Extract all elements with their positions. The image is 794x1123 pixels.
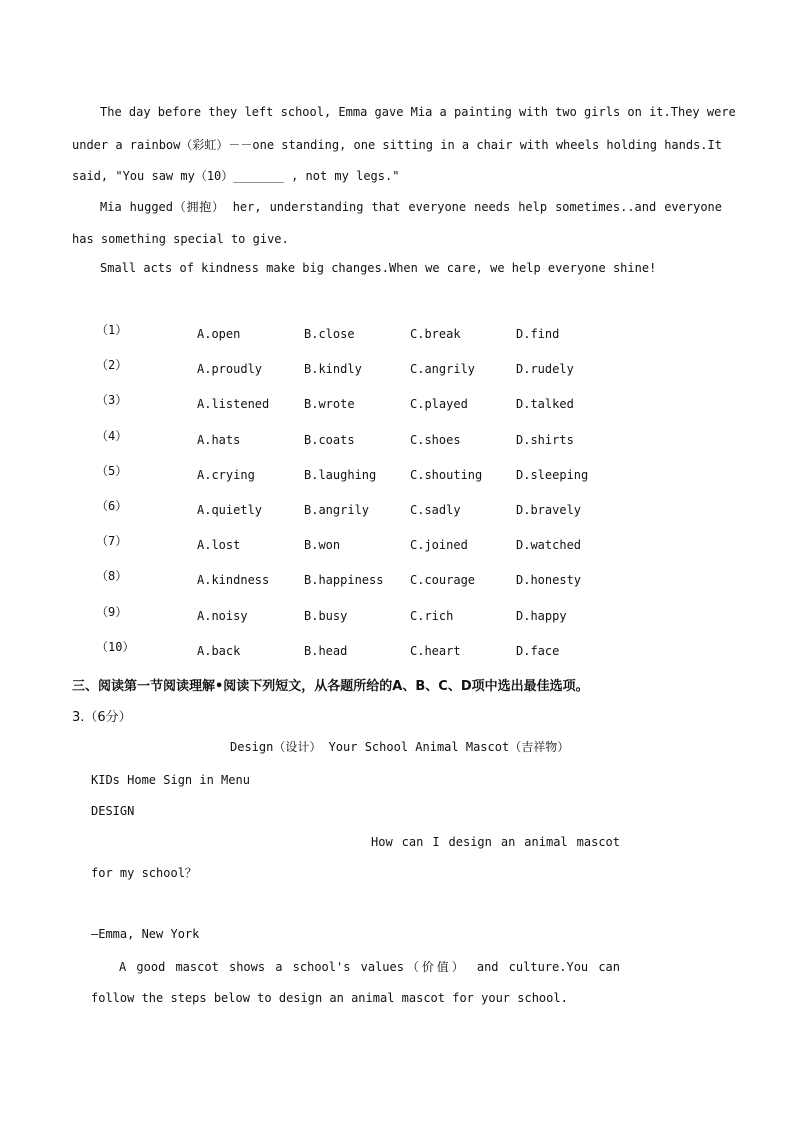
- option-b: B.wrote: [304, 397, 355, 412]
- section-label: DESIGN: [91, 804, 135, 818]
- article-title: Design（设计） Your School Animal Mascot（吉祥物）: [230, 740, 570, 754]
- option-a: A.back: [197, 643, 241, 658]
- question-number: （7）: [96, 534, 128, 549]
- question-number: （1）: [96, 323, 128, 337]
- option-c: C.heart: [410, 643, 461, 658]
- question-text: How can I design an animal mascot: [371, 835, 620, 849]
- question-number: （6）: [96, 499, 128, 513]
- option-d: D.face: [516, 643, 560, 658]
- option-d: D.find: [516, 327, 560, 341]
- option-a: A.noisy: [197, 608, 248, 623]
- option-b: B.laughing: [304, 467, 377, 482]
- option-c: C.joined: [410, 538, 468, 553]
- passage-text: , not my legs.": [283, 169, 400, 183]
- option-a: A.quietly: [197, 503, 263, 517]
- signature: —Emma, New York: [91, 927, 200, 941]
- question-number: （9）: [96, 604, 128, 619]
- option-c: C.played: [410, 397, 468, 412]
- passage-text: said, "You saw my（10）: [72, 169, 234, 183]
- option-d: D.happy: [516, 608, 567, 623]
- question-number: （2）: [96, 358, 128, 373]
- option-c: C.shouting: [410, 467, 483, 482]
- option-b: B.close: [304, 327, 355, 341]
- option-a: A.hats: [197, 432, 241, 447]
- option-d: D.talked: [516, 397, 574, 412]
- option-d: D.rudely: [516, 362, 574, 377]
- answer-blank: _______: [233, 169, 284, 183]
- option-c: C.angrily: [410, 362, 476, 377]
- question-number: （5）: [96, 463, 128, 478]
- option-c: C.break: [410, 327, 461, 341]
- passage-line: [100, 105, 736, 119]
- option-b: B.busy: [304, 608, 348, 623]
- option-c: C.shoes: [410, 432, 461, 447]
- question-text: for my school？: [91, 866, 197, 880]
- option-d: D.honesty: [516, 573, 582, 588]
- passage-line: has something special to give.: [72, 232, 289, 246]
- question-number: （3）: [96, 393, 128, 408]
- question-number: 3.（6分）: [72, 710, 132, 725]
- question-number: （8）: [96, 569, 128, 584]
- option-a: A.listened: [197, 397, 270, 412]
- option-a: A.lost: [197, 538, 241, 553]
- passage-line: Mia hugged（拥抱） her, understanding that everyone needs help sometimes..and everyone: [100, 200, 722, 214]
- option-b: B.coats: [304, 432, 355, 447]
- passage-line: [72, 167, 399, 184]
- option-d: D.bravely: [516, 503, 582, 517]
- option-b: B.kindly: [304, 362, 362, 377]
- question-number: （10）: [96, 639, 135, 654]
- option-a: A.crying: [197, 467, 255, 482]
- option-d: D.shirts: [516, 432, 574, 447]
- option-d: D.watched: [516, 538, 582, 553]
- option-b: B.won: [304, 538, 341, 553]
- option-c: C.courage: [410, 573, 476, 588]
- option-a: A.proudly: [197, 362, 263, 377]
- section-heading: 三、阅读第一节阅读理解•阅读下列短文，从各题所给的A、B、C、D项中选出最佳选项。: [72, 679, 589, 694]
- option-c: C.rich: [410, 608, 454, 623]
- option-d: D.sleeping: [516, 467, 589, 482]
- nav-bar: KIDs Home Sign in Menu: [91, 773, 250, 787]
- option-c: C.sadly: [410, 503, 461, 517]
- passage-line: under a rainbow（彩虹）－－one standing, one sitting in a chair with wheels holding hands.It: [72, 138, 722, 152]
- option-b: B.head: [304, 643, 348, 658]
- option-b: B.angrily: [304, 503, 370, 517]
- option-b: B.happiness: [304, 573, 384, 588]
- option-a: A.kindness: [197, 573, 270, 588]
- passage-text: The day before they left school, Emma gave Mia a painting with two girls on it.They were: [100, 105, 736, 119]
- option-a: A.open: [197, 327, 241, 341]
- question-number: （4）: [96, 428, 128, 443]
- passage-line: Small acts of kindness make big changes.When we care, we help everyone shine!: [100, 261, 657, 275]
- body-text: follow the steps below to design an animal mascot for your school.: [91, 991, 568, 1005]
- body-text: A good mascot shows a school's values（价值） and culture.You can: [119, 960, 620, 974]
